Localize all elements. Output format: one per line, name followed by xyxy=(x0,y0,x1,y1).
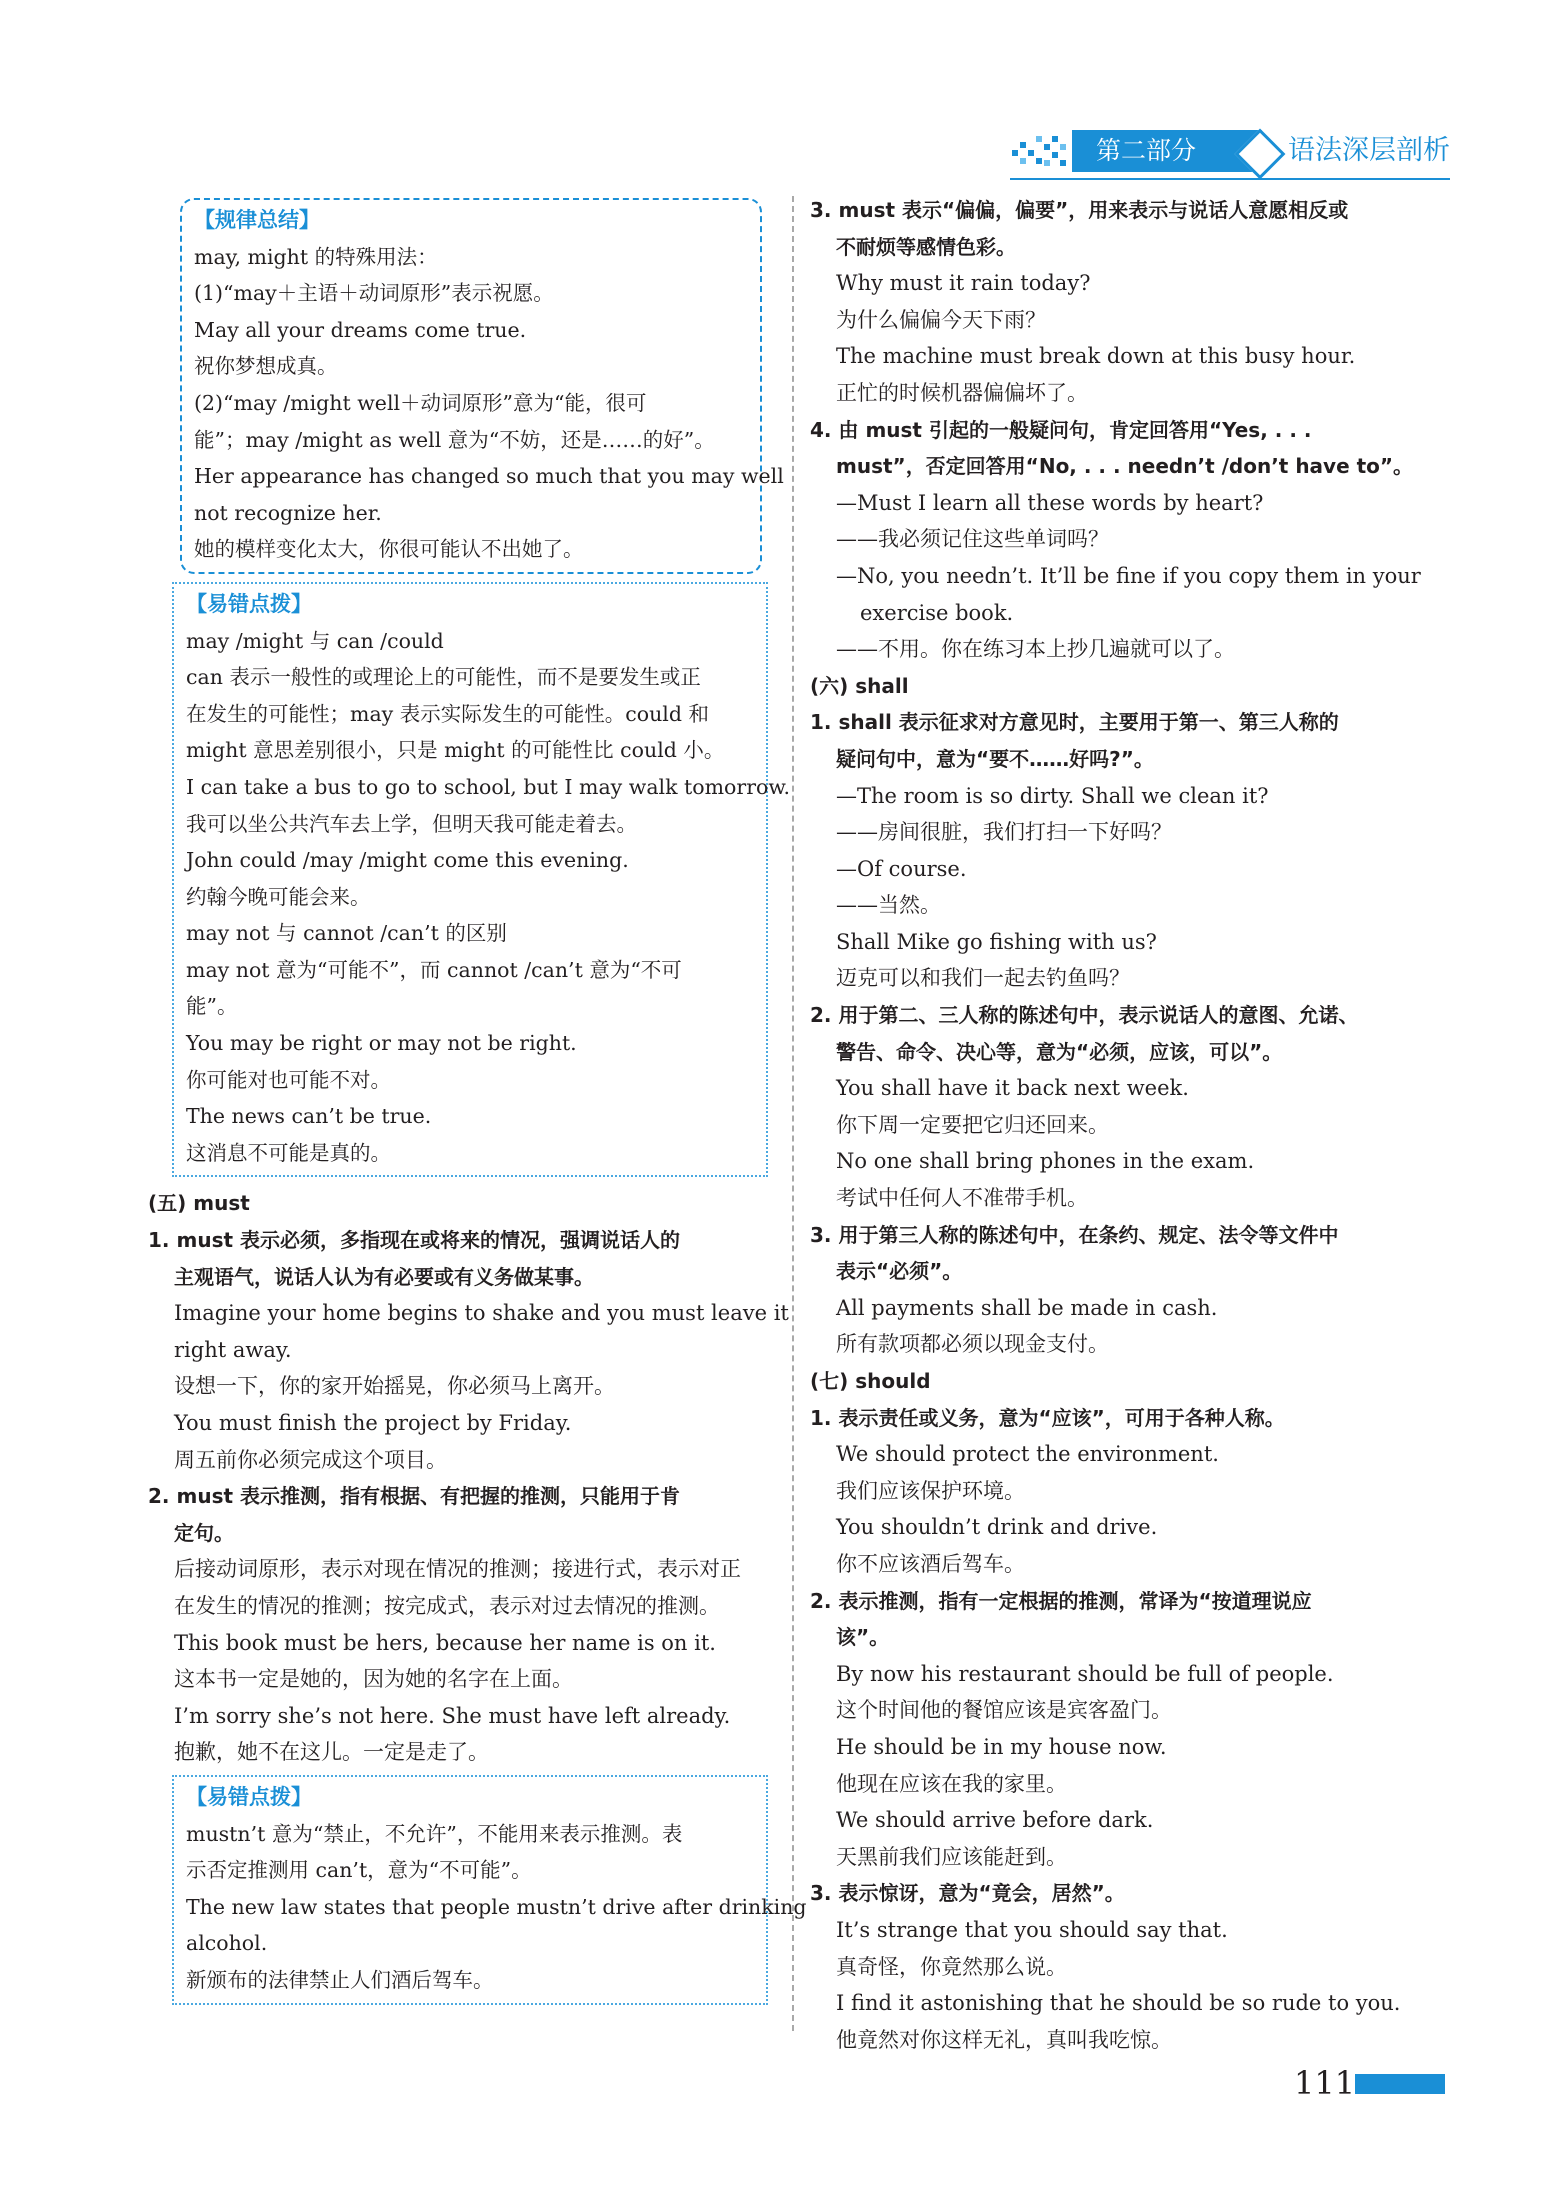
box-line: 约翰今晚可能会来。 xyxy=(186,884,371,909)
example-line: 周五前你必须完成这个项目。 xyxy=(174,1447,447,1472)
section-heading-must: (五) must xyxy=(148,1191,250,1216)
section-title: 语法深层剖析 xyxy=(1288,135,1450,166)
box-line: The news can’t be true. xyxy=(186,1104,432,1129)
example-line: We should arrive before dark. xyxy=(836,1808,1154,1833)
box-line: 祝你梦想成真。 xyxy=(194,354,338,379)
box-line: You may be right or may not be right. xyxy=(186,1031,577,1056)
box-line: (1)“may＋主语＋动词原形”表示祝愿。 xyxy=(194,281,554,306)
example-line: 我们应该保护环境。 xyxy=(836,1478,1025,1503)
box-line: mustn’t 意为“禁止，不允许”，不能用来表示推测。表 xyxy=(186,1821,683,1846)
item-number: 1. xyxy=(810,1405,832,1430)
example-line: exercise book. xyxy=(860,600,1014,625)
example-line: He should be in my house now. xyxy=(836,1734,1167,1759)
example-line: ——不用。你在练习本上抄几遍就可以了。 xyxy=(836,637,1235,662)
item-number: 2. xyxy=(810,1588,832,1613)
item-heading-cont: 疑问句中，意为“要不……好吗?”。 xyxy=(836,746,1154,771)
example-line: I find it astonishing that he should be so rude to you. xyxy=(836,1991,1401,2016)
example-line: 天黑前我们应该能赶到。 xyxy=(836,1844,1067,1869)
example-line: All payments shall be made in cash. xyxy=(836,1295,1218,1320)
example-line: 在发生的情况的推测；按完成式，表示对过去情况的推测。 xyxy=(174,1593,720,1618)
example-line: You must finish the project by Friday. xyxy=(174,1411,572,1435)
box-line: not recognize her. xyxy=(194,500,382,525)
item-heading-cont: 表示“必须”。 xyxy=(836,1259,963,1284)
example-line: ——当然。 xyxy=(836,893,941,918)
box-line: alcohol. xyxy=(186,1931,268,1956)
box-line: 示否定推测用 can’t，意为“不可能”。 xyxy=(186,1858,532,1883)
example-line: ——我必须记住这些单词吗？ xyxy=(836,527,1109,552)
item-text: 用于第二、三人称的陈述句中，表示说话人的意图、允诺、 xyxy=(838,1003,1359,1028)
item-text: must 表示“偏偏，偏要”，用来表示与说话人意愿相反或 xyxy=(838,198,1349,222)
item-heading xyxy=(148,1222,771,1259)
header-rule xyxy=(1010,178,1450,180)
item-text: 由 must 引起的一般疑问句，肯定回答用“Yes, . . . xyxy=(838,417,1312,442)
example-line: 为什么偏偏今天下雨？ xyxy=(836,307,1046,332)
part-label: 第二部分 xyxy=(1072,130,1262,172)
box-line: 能”；may /might as well 意为“不妨，还是……的好”。 xyxy=(194,427,715,452)
example-line: You shouldn’t drink and drive. xyxy=(836,1515,1158,1540)
item-text: must 表示推测，指有根据、有把握的推测，只能用于肯 xyxy=(176,1484,680,1509)
item-text: shall 表示征求对方意见时，主要用于第一、第三人称的 xyxy=(838,710,1339,735)
example-line: 真奇怪，你竟然那么说。 xyxy=(836,1954,1067,1979)
box-title: 【易错点拨】 xyxy=(186,1784,312,1809)
box-line: 我可以坐公共汽车去上学，但明天我可能走着去。 xyxy=(186,811,637,836)
box-line: (2)“may /might well＋动词原形”意为“能，很可 xyxy=(194,390,647,415)
box-title: 【规律总结】 xyxy=(194,208,320,232)
section-heading-shall: (六) shall xyxy=(810,673,909,698)
example-line: 这本书一定是她的，因为她的名字在上面。 xyxy=(174,1667,573,1692)
example-line: 正忙的时候机器偏偏坏了。 xyxy=(836,380,1088,405)
rule-summary-box xyxy=(180,198,784,574)
common-error-box xyxy=(172,582,790,1178)
example-line: 设想一下，你的家开始摇晃，你必须马上离开。 xyxy=(174,1374,615,1399)
box-line: 她的模样变化太大，你很可能认不出她了。 xyxy=(194,537,584,562)
example-line: 迈克可以和我们一起去钓鱼吗？ xyxy=(836,966,1130,991)
example-line: 他竟然对你这样无礼，真叫我吃惊。 xyxy=(836,2027,1172,2052)
box-line: 在发生的可能性；may 表示实际发生的可能性。could 和 xyxy=(186,701,709,726)
item-heading xyxy=(810,1875,1444,1912)
box-line: might 意思差别很小，只是 might 的可能性比 could 小。 xyxy=(186,738,725,763)
item-number: 3. xyxy=(810,1222,832,1247)
item-text: must 表示必须，多指现在或将来的情况，强调说话人的 xyxy=(176,1228,680,1253)
page-number: 111 xyxy=(1294,2064,1356,2102)
page-header xyxy=(1010,124,1450,180)
item-number: 1. xyxy=(810,710,832,735)
item-text: 用于第三人称的陈述句中，在条约、规定、法令等文件中 xyxy=(838,1222,1339,1247)
example-line: We should protect the environment. xyxy=(836,1442,1219,1467)
column-divider xyxy=(792,196,794,2031)
left-column xyxy=(148,198,807,2013)
example-line: —Of course. xyxy=(836,856,967,881)
item-text: 表示责任或义务，意为“应该”，可用于各种人称。 xyxy=(838,1405,1285,1430)
example-line: I’m sorry she’s not here. She must have left already. xyxy=(174,1703,731,1728)
box-line: may not 意为“可能不”，而 cannot /can’t 意为“不可 xyxy=(186,957,682,982)
example-line: 他现在应该在我的家里。 xyxy=(836,1771,1067,1796)
item-heading xyxy=(148,1478,771,1515)
item-heading xyxy=(810,1583,1444,1620)
item-number: 2. xyxy=(810,1003,832,1028)
example-line: 所有款项都必须以现金支付。 xyxy=(836,1332,1109,1357)
item-number: 3. xyxy=(810,198,832,222)
box-line: May all your dreams come true. xyxy=(194,317,527,342)
example-line: 后接动词原形，表示对现在情况的推测；接进行式，表示对正 xyxy=(174,1557,741,1582)
item-number: 2. xyxy=(148,1484,170,1509)
example-line: Why must it rain today? xyxy=(836,271,1091,296)
box-line: 新颁布的法律禁止人们酒后驾车。 xyxy=(186,1967,494,1992)
example-line: No one shall bring phones in the exam. xyxy=(836,1149,1255,1174)
example-line: right away. xyxy=(174,1337,292,1362)
section-heading-should: (七) should xyxy=(810,1369,931,1393)
example-line: —The room is so dirty. Shall we clean it? xyxy=(836,783,1269,808)
item-number: 3. xyxy=(810,1881,832,1906)
example-line: Imagine your home begins to shake and you must leave it xyxy=(174,1301,789,1326)
example-line: 你不应该酒后驾车。 xyxy=(836,1551,1025,1576)
item-heading xyxy=(810,1217,1444,1254)
box-line: John could /may /might come this evening. xyxy=(186,848,629,873)
item-heading-cont: 主观语气，说话人认为有必要或有义务做某事。 xyxy=(174,1264,594,1289)
page-number-bar xyxy=(1355,2074,1445,2094)
box-title: 【易错点拨】 xyxy=(186,591,312,616)
box-line: may, might 的特殊用法： xyxy=(194,244,438,269)
item-heading-cont: 警告、命令、决心等，意为“必须，应该，可以”。 xyxy=(836,1039,1283,1064)
item-heading xyxy=(810,1400,1444,1437)
item-heading-cont: must”，否定回答用“No, . . . needn’t /don’t have to”。 xyxy=(836,454,1414,479)
box-line: I can take a bus to go to school, but I may walk tomorrow. xyxy=(186,774,790,799)
example-line: 考试中任何人不准带手机。 xyxy=(836,1186,1088,1211)
box-line: 你可能对也可能不对。 xyxy=(186,1067,391,1092)
example-line: Shall Mike go fishing with us? xyxy=(836,929,1157,954)
right-column xyxy=(810,192,1444,2058)
example-line: It’s strange that you should say that. xyxy=(836,1917,1228,1942)
example-line: This book must be hers, because her name is on it. xyxy=(174,1630,716,1655)
example-line: 抱歉，她不在这儿。一定是走了。 xyxy=(174,1740,489,1765)
box-line: can 表示一般性的或理论上的可能性，而不是要发生或正 xyxy=(186,665,701,690)
item-heading-cont: 定句。 xyxy=(174,1520,234,1545)
example-line: —Must I learn all these words by heart? xyxy=(836,490,1264,515)
example-line: —No, you needn’t. It’ll be fine if you copy them in your xyxy=(836,563,1421,588)
box-line: 这消息不可能是真的。 xyxy=(186,1140,391,1165)
item-text: 表示惊讶，意为“竟会，居然”。 xyxy=(838,1881,1125,1906)
example-line: ——房间很脏，我们打扫一下好吗？ xyxy=(836,820,1172,845)
item-heading xyxy=(810,997,1444,1034)
box-line: may not 与 cannot /can’t 的区别 xyxy=(186,921,507,946)
box-line: Her appearance has changed so much that you may well xyxy=(194,464,784,489)
example-line: The machine must break down at this busy hour. xyxy=(836,344,1356,369)
box-line: 能”。 xyxy=(186,994,238,1019)
item-heading xyxy=(810,704,1444,741)
item-heading-cont: 该”。 xyxy=(836,1625,890,1650)
example-line: 你下周一定要把它归还回来。 xyxy=(836,1112,1109,1137)
example-line: 这个时间他的餐馆应该是宾客盈门。 xyxy=(836,1698,1172,1723)
item-text: 表示推测，指有一定根据的推测，常译为“按道理说应 xyxy=(838,1588,1312,1613)
item-heading-cont: 不耐烦等感情色彩。 xyxy=(836,234,1016,259)
item-number: 1. xyxy=(148,1228,170,1253)
example-line: By now his restaurant should be full of people. xyxy=(836,1661,1334,1686)
common-error-box xyxy=(172,1775,807,2005)
item-heading xyxy=(810,412,1444,449)
pixel-decoration-icon xyxy=(1010,132,1070,172)
box-line: may /might 与 can /could xyxy=(186,628,444,653)
item-number: 4. xyxy=(810,417,832,442)
example-line: You shall have it back next week. xyxy=(836,1076,1189,1101)
item-heading xyxy=(810,192,1444,229)
box-line: The new law states that people mustn’t drive after drinking xyxy=(186,1894,807,1919)
